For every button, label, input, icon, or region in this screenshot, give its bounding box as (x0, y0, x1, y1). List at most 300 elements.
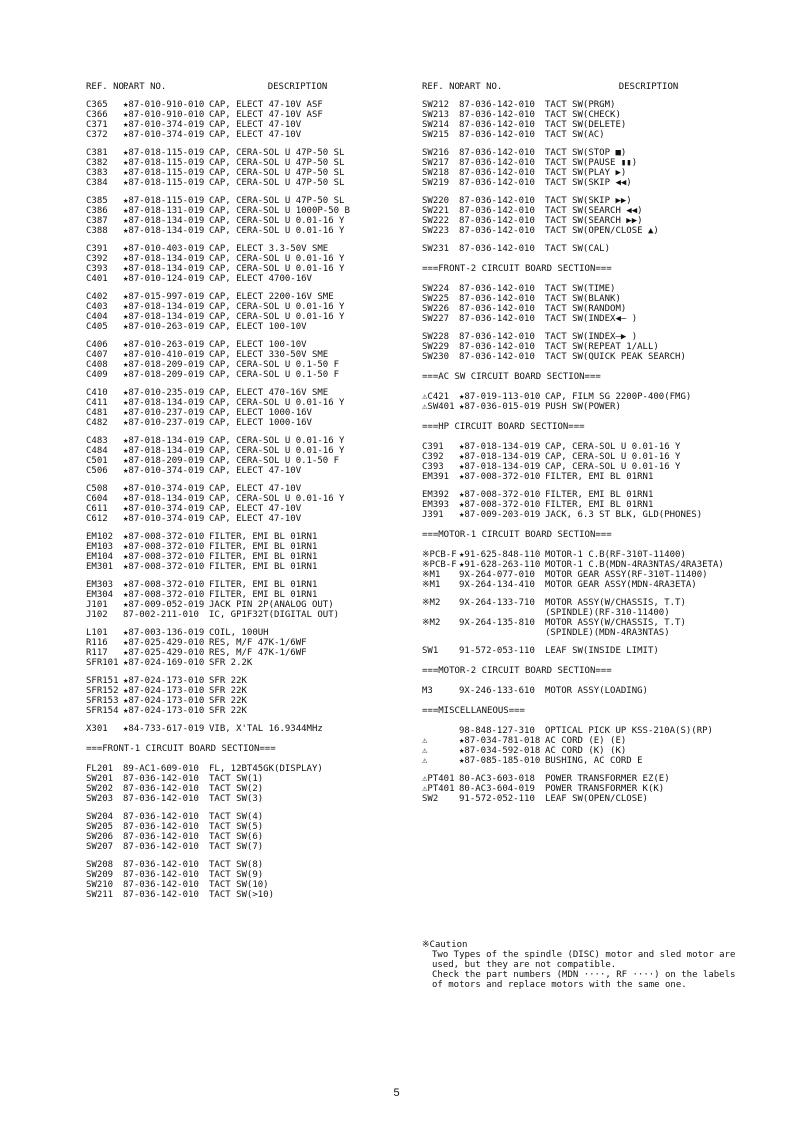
description: CAP, ELECT 47-10V ASF (209, 110, 323, 120)
parts-row (422, 314, 772, 324)
part-no: ★87-018-134-019 (123, 312, 205, 322)
ref-no: SW216 (422, 148, 450, 158)
section-heading: ===AC SW CIRCUIT BOARD SECTION=== (422, 372, 601, 382)
group-spacer (422, 188, 772, 196)
part-no: ★87-003-136-019 (123, 628, 205, 638)
ref-no: C392 (86, 254, 108, 264)
ref-no: ⚠ (422, 756, 428, 766)
description: (SPINDLE)(MDN-4RA3NTAS) (545, 628, 670, 638)
parts-row (422, 726, 772, 736)
ref-no: FL201 (86, 764, 114, 774)
description: TACT SW(TIME) (545, 284, 616, 294)
description: JACK PIN 2P(ANALOG OUT) (209, 600, 334, 610)
ref-no: C508 (86, 484, 108, 494)
ref-no: EM301 (86, 562, 114, 572)
parts-row (86, 794, 406, 804)
part-no: ★87-010-263-019 (123, 322, 205, 332)
description: TACT SW(PRGM) (545, 100, 616, 110)
ref-no: SFR154 (86, 706, 119, 716)
group-spacer (86, 332, 406, 340)
description: TACT SW(3) (209, 794, 264, 804)
part-no: ★91-628-263-110 (459, 560, 541, 570)
parts-row (86, 408, 406, 418)
parts-row (422, 472, 772, 482)
ref-no: C391 (86, 244, 108, 254)
parts-row (422, 550, 772, 560)
description: FILTER, EMI BL 01RN1 (209, 562, 318, 572)
part-no: 87-036-142-010 (459, 294, 535, 304)
group-spacer (422, 434, 772, 442)
part-no-header: PART NO. (123, 82, 167, 92)
ref-no: C611 (86, 504, 108, 514)
part-no: 9X-264-134-410 (459, 580, 535, 590)
group-spacer (86, 716, 406, 724)
parts-list-left (86, 100, 406, 900)
part-no: ★87-010-237-019 (123, 408, 205, 418)
description: VIB, X'TAL 16.9344MHz (209, 724, 323, 734)
part-no: ★87-034-781-018 (459, 736, 541, 746)
parts-row (86, 130, 406, 140)
description: FILTER, EMI BL 01RN1 (209, 590, 318, 600)
group-spacer (422, 236, 772, 244)
description: TACT SW(2) (209, 784, 264, 794)
parts-row (422, 216, 772, 226)
description: CAP, CERA-SOL U 0.1-50 F (209, 360, 340, 370)
description: TACT SW(BLANK) (545, 294, 621, 304)
parts-row (422, 560, 772, 570)
ref-no: SW218 (422, 168, 450, 178)
parts-row (86, 860, 406, 870)
group-spacer (86, 524, 406, 532)
section-heading: ===FRONT-1 CIRCUIT BOARD SECTION=== (86, 744, 276, 754)
part-no (459, 608, 545, 618)
part-no: ★87-018-209-019 (123, 456, 205, 466)
parts-row (422, 120, 772, 130)
parts-row (86, 686, 406, 696)
parts-row (422, 158, 772, 168)
ref-no: SW230 (422, 352, 450, 362)
ref-no: X301 (86, 724, 108, 734)
group-spacer (422, 638, 772, 646)
parts-row (422, 618, 772, 628)
part-no: 9X-264-133-710 (459, 598, 535, 608)
description: LEAF SW(INSIDE LIMIT) (545, 646, 659, 656)
ref-no: SW206 (86, 832, 114, 842)
description: CAP, CERA-SOL U 0.01-16 Y (209, 398, 345, 408)
part-no: ★87-018-115-019 (123, 196, 205, 206)
parts-row (422, 352, 772, 362)
description: AC CORD (K) (K) (545, 746, 627, 756)
description: CAP, CERA-SOL U 0.01-16 Y (209, 446, 345, 456)
parts-row (86, 638, 406, 648)
description: CAP, ELECT 330-50V SME (209, 350, 329, 360)
description: AC CORD (E) (E) (545, 736, 627, 746)
parts-row (86, 562, 406, 572)
group-spacer (86, 620, 406, 628)
ref-no: C604 (86, 494, 108, 504)
group-spacer (86, 476, 406, 484)
ref-no: SW219 (422, 178, 450, 188)
description: CAP, CERA-SOL U 0.01-16 Y (209, 264, 345, 274)
part-no: ★87-018-134-019 (459, 452, 541, 462)
part-no: 87-036-142-010 (459, 168, 535, 178)
ref-no: C405 (86, 322, 108, 332)
description: FILTER, EMI BL 01RN1 (545, 472, 654, 482)
ref-no: C401 (86, 274, 108, 284)
description: TACT SW(9) (209, 870, 264, 880)
parts-row (422, 284, 772, 294)
description: SFR 22K (209, 686, 247, 696)
part-no: 80-AC3-603-018 (459, 774, 535, 784)
ref-no: ※M2 (422, 598, 441, 608)
parts-row (422, 462, 772, 472)
group-spacer (86, 236, 406, 244)
description: MOTOR ASSY(LOADING) (545, 686, 648, 696)
ref-no: C403 (86, 302, 108, 312)
ref-no (422, 608, 459, 618)
parts-row (86, 494, 406, 504)
parts-row (86, 322, 406, 332)
description: TACT SW(SEARCH ◀◀) (545, 206, 643, 216)
part-no: ★87-008-372-010 (123, 580, 205, 590)
part-no: ★87-018-134-019 (123, 226, 205, 236)
description: TACT SW(REPEAT 1/ALL) (545, 342, 659, 352)
ref-no: SW215 (422, 130, 450, 140)
part-no: 87-036-142-010 (123, 794, 199, 804)
parts-row (86, 244, 406, 254)
parts-row (86, 880, 406, 890)
description: TACT SW(AC) (545, 130, 605, 140)
ref-no: EM393 (422, 500, 450, 510)
parts-row (422, 774, 772, 784)
ref-no: ※M1 (422, 580, 441, 590)
ref-no: C410 (86, 388, 108, 398)
section-heading: ===MOTOR-1 CIRCUIT BOARD SECTION=== (422, 530, 612, 540)
description: CAP, ELECT 100-10V (209, 322, 307, 332)
description: CAP, ELECT 2200-16V SME (209, 292, 334, 302)
description: TACT SW(RANDOM) (545, 304, 627, 314)
description: TACT SW(8) (209, 860, 264, 870)
parts-row (86, 120, 406, 130)
part-no: 87-036-142-010 (459, 342, 535, 352)
group-spacer (422, 482, 772, 490)
ref-no (422, 726, 459, 736)
parts-row (86, 206, 406, 216)
parts-row (422, 490, 772, 500)
description: CAP, CERA-SOL U 0.01-16 Y (545, 442, 681, 452)
parts-row (422, 686, 772, 696)
part-no: ★87-008-372-010 (123, 590, 205, 600)
group-spacer (86, 140, 406, 148)
part-no: ★87-010-237-019 (123, 418, 205, 428)
part-no: 87-036-142-010 (123, 880, 199, 890)
ref-no: SW221 (422, 206, 450, 216)
parts-row (86, 466, 406, 476)
description: TACT SW(7) (209, 842, 264, 852)
part-no: 87-036-142-010 (459, 314, 535, 324)
description: CAP, CERA-SOL U 0.1-50 F (209, 370, 340, 380)
part-no: 87-036-142-010 (459, 216, 535, 226)
section-heading: ===HP CIRCUIT BOARD SECTION=== (422, 422, 585, 432)
description: CAP, ELECT 1000-16V (209, 418, 312, 428)
parts-row (86, 254, 406, 264)
ref-no: SFR152 (86, 686, 119, 696)
parts-row (86, 610, 406, 620)
ref-no: R117 (86, 648, 108, 658)
part-no: 87-036-142-010 (123, 774, 199, 784)
parts-row (422, 570, 772, 580)
description: CAP, CERA-SOL U 0.01-16 Y (209, 312, 345, 322)
part-no: ★87-010-374-019 (123, 466, 205, 476)
ref-no: C387 (86, 216, 108, 226)
parts-row (422, 598, 772, 608)
description: FILTER, EMI BL 01RN1 (545, 490, 654, 500)
parts-row (86, 696, 406, 706)
ref-no: SFR153 (86, 696, 119, 706)
parts-row (86, 110, 406, 120)
page-number: 5 (393, 1087, 400, 1099)
description: CAP, CERA-SOL U 0.01-16 Y (209, 302, 345, 312)
ref-no: C388 (86, 226, 108, 236)
parts-row (86, 456, 406, 466)
parts-row (86, 542, 406, 552)
group-spacer (422, 766, 772, 774)
parts-row (422, 342, 772, 352)
part-no: ★87-009-052-019 (123, 600, 205, 610)
parts-row (86, 890, 406, 900)
parts-row (86, 870, 406, 880)
column-header (86, 82, 406, 92)
description: SFR 22K (209, 676, 247, 686)
ref-no: C381 (86, 148, 108, 158)
group-spacer (86, 428, 406, 436)
ref-no: SW201 (86, 774, 114, 784)
description: TACT SW(6) (209, 832, 264, 842)
part-no (459, 628, 545, 638)
description: TACT SW(10) (209, 880, 269, 890)
description: TACT SW(4) (209, 812, 264, 822)
parts-row (86, 832, 406, 842)
description: CAP, CERA-SOL U 0.01-16 Y (209, 436, 345, 446)
part-no: ★87-008-372-010 (123, 542, 205, 552)
parts-row (86, 590, 406, 600)
ref-no: SW223 (422, 226, 450, 236)
parts-row (86, 658, 406, 668)
parts-row (422, 756, 772, 766)
ref-no: SFR101 (86, 658, 119, 668)
part-no: 80-AC3-604-019 (459, 784, 535, 794)
ref-no: C372 (86, 130, 108, 140)
part-no: ★87-018-115-019 (123, 158, 205, 168)
description: CAP, CERA-SOL U 1000P-50 B (209, 206, 350, 216)
group-spacer (422, 542, 772, 550)
ref-no: C484 (86, 446, 108, 456)
part-no: ★87-010-910-010 (123, 100, 205, 110)
part-no: 87-036-142-010 (123, 842, 199, 852)
parts-row (422, 148, 772, 158)
parts-row (86, 724, 406, 734)
parts-row (422, 646, 772, 656)
description: TACT SW(DELETE) (545, 120, 627, 130)
description: TACT SW(INDEX—▶ ) (545, 332, 638, 342)
part-no: ★87-008-372-010 (123, 532, 205, 542)
part-no: ★87-018-134-019 (123, 216, 205, 226)
parts-row (86, 484, 406, 494)
ref-no: J101 (86, 600, 108, 610)
part-no: ★87-010-374-019 (123, 130, 205, 140)
part-no: ★87-018-209-019 (123, 370, 205, 380)
caution-title: ※Caution (422, 940, 468, 950)
parts-row (86, 418, 406, 428)
description: CAP, FILM SG 2200P-400(FMG) (545, 392, 692, 402)
section-heading: ===FRONT-2 CIRCUIT BOARD SECTION=== (422, 264, 612, 274)
ref-no: M3 (422, 686, 433, 696)
ref-no: SW202 (86, 784, 114, 794)
parts-row (422, 736, 772, 746)
parts-row (86, 676, 406, 686)
description: CAP, CERA-SOL U 0.01-16 Y (545, 462, 681, 472)
ref-no: L101 (86, 628, 108, 638)
ref-no: SW229 (422, 342, 450, 352)
part-no: 87-036-142-010 (459, 352, 535, 362)
group-spacer (86, 572, 406, 580)
part-no: 87-036-142-010 (459, 120, 535, 130)
parts-row (86, 158, 406, 168)
ref-no: C501 (86, 456, 108, 466)
group-spacer (422, 656, 772, 664)
part-no: ★87-010-410-019 (123, 350, 205, 360)
description: CAP, ELECT 4700-16V (209, 274, 312, 284)
group-spacer (422, 590, 772, 598)
group-spacer (422, 678, 772, 686)
parts-row (86, 552, 406, 562)
ref-no: SW2 (422, 794, 439, 804)
description: CAP, ELECT 100-10V (209, 340, 307, 350)
description: CAP, ELECT 47-10V (209, 514, 302, 524)
description: TACT SW(SEARCH ▶▶) (545, 216, 643, 226)
ref-no: C384 (86, 178, 108, 188)
parts-column-right (422, 82, 772, 804)
parts-row (86, 648, 406, 658)
part-no: ★87-024-173-010 (123, 706, 205, 716)
description: JACK, 6.3 ST BLK, GLD(PHONES) (545, 510, 703, 520)
part-no: ★87-008-372-010 (459, 490, 541, 500)
part-no: 87-036-142-010 (123, 784, 199, 794)
description: CAP, CERA-SOL U 47P-50 SL (209, 168, 345, 178)
description: CAP, ELECT 47-10V (209, 466, 302, 476)
parts-column-left (86, 82, 406, 900)
parts-row (86, 822, 406, 832)
description: CAP, ELECT 47-10V (209, 484, 302, 494)
description: BUSHING, AC CORD E (545, 756, 643, 766)
ref-no: SW211 (86, 890, 114, 900)
part-no: 87-002-211-010 (123, 610, 199, 620)
part-no: ★87-018-115-019 (123, 148, 205, 158)
part-no: ★87-018-134-019 (123, 264, 205, 274)
part-no: 87-036-142-010 (459, 178, 535, 188)
description: FILTER, EMI BL 01RN1 (545, 500, 654, 510)
group-spacer (86, 804, 406, 812)
ref-no: SW207 (86, 842, 114, 852)
group-spacer (86, 756, 406, 764)
ref-no: SW231 (422, 244, 450, 254)
part-no: 87-036-142-010 (123, 822, 199, 832)
part-no: 87-036-142-010 (459, 100, 535, 110)
ref-no: EM392 (422, 490, 450, 500)
description: MOTOR-1 C.B(MDN-4RA3NTAS/4RA3ETA) (545, 560, 724, 570)
group-spacer (422, 362, 772, 370)
part-no: ★87-008-372-010 (123, 562, 205, 572)
ref-no: ※M1 (422, 570, 441, 580)
ref-no: ⚠PT401 (422, 784, 455, 794)
ref-no: EM103 (86, 542, 114, 552)
ref-no: ⚠SW401 (422, 402, 455, 412)
ref-no: C506 (86, 466, 108, 476)
ref-no: C386 (86, 206, 108, 216)
ref-no: SW227 (422, 314, 450, 324)
part-no: ★87-008-372-010 (459, 472, 541, 482)
parts-row (86, 764, 406, 774)
parts-row (422, 580, 772, 590)
description: TACT SW(>10) (209, 890, 275, 900)
group-spacer (422, 696, 772, 704)
parts-row (86, 340, 406, 350)
description: TACT SW(CHECK) (545, 110, 621, 120)
parts-row (422, 402, 772, 412)
part-no: 91-572-053-110 (459, 646, 535, 656)
group-spacer (422, 140, 772, 148)
ref-no: J391 (422, 510, 444, 520)
ref-no: C393 (86, 264, 108, 274)
part-no: ★87-010-374-019 (123, 514, 205, 524)
ref-no: SW1 (422, 646, 439, 656)
parts-row (422, 510, 772, 520)
description: TACT SW(INDEX◀— ) (545, 314, 638, 324)
parts-row (86, 360, 406, 370)
group-spacer (86, 380, 406, 388)
description: CAP, ELECT 47-10V (209, 504, 302, 514)
ref-no: SW208 (86, 860, 114, 870)
parts-row (422, 452, 772, 462)
parts-row (86, 168, 406, 178)
part-no: 9X-246-133-610 (459, 686, 535, 696)
ref-no: ⚠ (422, 736, 428, 746)
parts-row (86, 514, 406, 524)
ref-no: C392 (422, 452, 444, 462)
ref-no: SFR151 (86, 676, 119, 686)
parts-row (86, 784, 406, 794)
part-no: 87-036-142-010 (459, 148, 535, 158)
ref-no: R116 (86, 638, 108, 648)
part-no: 89-AC1-609-010 (123, 764, 199, 774)
parts-row (422, 784, 772, 794)
part-no: ★87-010-263-019 (123, 340, 205, 350)
parts-row (422, 206, 772, 216)
section-heading: ===MISCELLANEOUS=== (422, 706, 525, 716)
parts-row (86, 302, 406, 312)
parts-row (86, 398, 406, 408)
part-no: ★87-024-173-010 (123, 696, 205, 706)
parts-row (86, 370, 406, 380)
description: TACT SW(PAUSE ▮▮) (545, 158, 638, 168)
ref-no: SW203 (86, 794, 114, 804)
part-no: ★87-025-429-010 (123, 648, 205, 658)
parts-row (422, 110, 772, 120)
parts-row (422, 500, 772, 510)
description: MOTOR GEAR ASSY(MDN-4RA3ETA) (545, 580, 697, 590)
description: (SPINDLE)(RF-310-11400) (545, 608, 670, 618)
description: CAP, CERA-SOL U 0.01-16 Y (209, 494, 345, 504)
